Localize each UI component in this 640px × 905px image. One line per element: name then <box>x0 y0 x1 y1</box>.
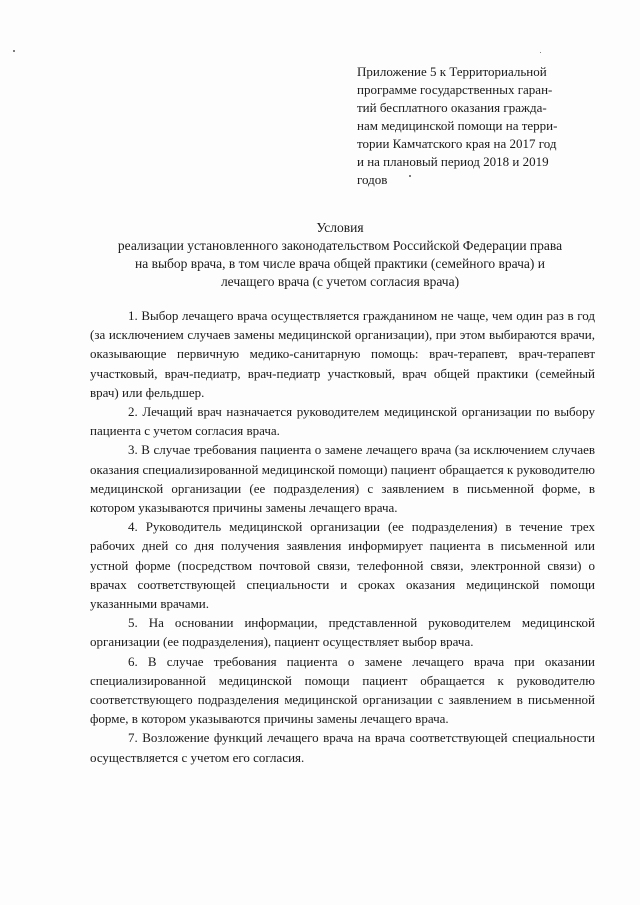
appendix-line: годов <box>357 172 388 187</box>
appendix-line: нам медицинской помощи на терри- <box>357 118 558 133</box>
paragraph-1: 1. Выбор лечащего врача осуществляется гражданином не чаще, чем один раз в год (за исключением случаев замены медицинской организации), при этом выбираются врачи, оказывающие первичную медико-санитарную помощь: врач-терапевт, врач-терапевт участковый, врач-педиатр, врач-педиатр участковый, врач общей практики (семейный врач) или фельдшер. <box>90 308 595 400</box>
appendix-note <box>357 63 592 189</box>
appendix-line: тории Камчатского края на 2017 год <box>357 136 557 151</box>
appendix-line: и на плановый период 2018 и 2019 <box>357 154 549 169</box>
title-heading: Условия <box>316 220 364 235</box>
scan-speck <box>13 50 15 52</box>
document-body <box>90 306 595 767</box>
document-title <box>70 219 610 291</box>
paragraph-6: 6. В случае требования пациента о замене лечащего врача при оказании специализированной медицинской помощи пациент обращается к руководителю соответствующего подразделения медицинской организации с заявлением в письменной форме, в котором указываются причины замены лечащего врача. <box>90 653 595 727</box>
appendix-line: Приложение 5 к Территориальной <box>357 64 547 79</box>
paragraph-5: 5. На основании информации, представленной руководителем медицинской организации (ее подразделения), пациент осуществляет выбор врача. <box>90 615 595 650</box>
paragraph-2: 2. Лечащий врач назначается руководителем медицинской организации по выбору пациента с учетом согласия врача. <box>90 404 595 439</box>
paragraph-4: 4. Руководитель медицинской организации (ее подразделения) в течение трех рабочих дней со дня получения заявления информирует пациента в письменной или устной форме (посредством почтовой связи, телефонной связи, электронной связи) о врачах соответствующей специальности и сроках оказания медицинской помощи указанными врачами. <box>90 519 595 612</box>
paragraph-3: 3. В случае требования пациента о замене лечащего врача (за исключением случаев оказания специализированной медицинской помощи) пациент обращается к руководителю медицинской организации (ее подразделения) с заявлением в письменной форме, в котором указываются причины замены лечащего врача. <box>90 442 595 516</box>
scan-speck <box>540 52 541 53</box>
appendix-line: программе государственных гаран- <box>357 82 553 97</box>
title-line: лечащего врача (с учетом согласия врача) <box>220 274 460 289</box>
title-line: на выбор врача, в том числе врача общей практики (семейного врача) и <box>134 256 545 271</box>
title-line: реализации установленного законодательством Российской Федерации права <box>117 238 563 253</box>
paragraph-7: 7. Возложение функций лечащего врача на врача соответствующей специальности осуществляется с учетом его согласия. <box>90 730 595 765</box>
appendix-line: тий бесплатного оказания гражда- <box>357 100 547 115</box>
